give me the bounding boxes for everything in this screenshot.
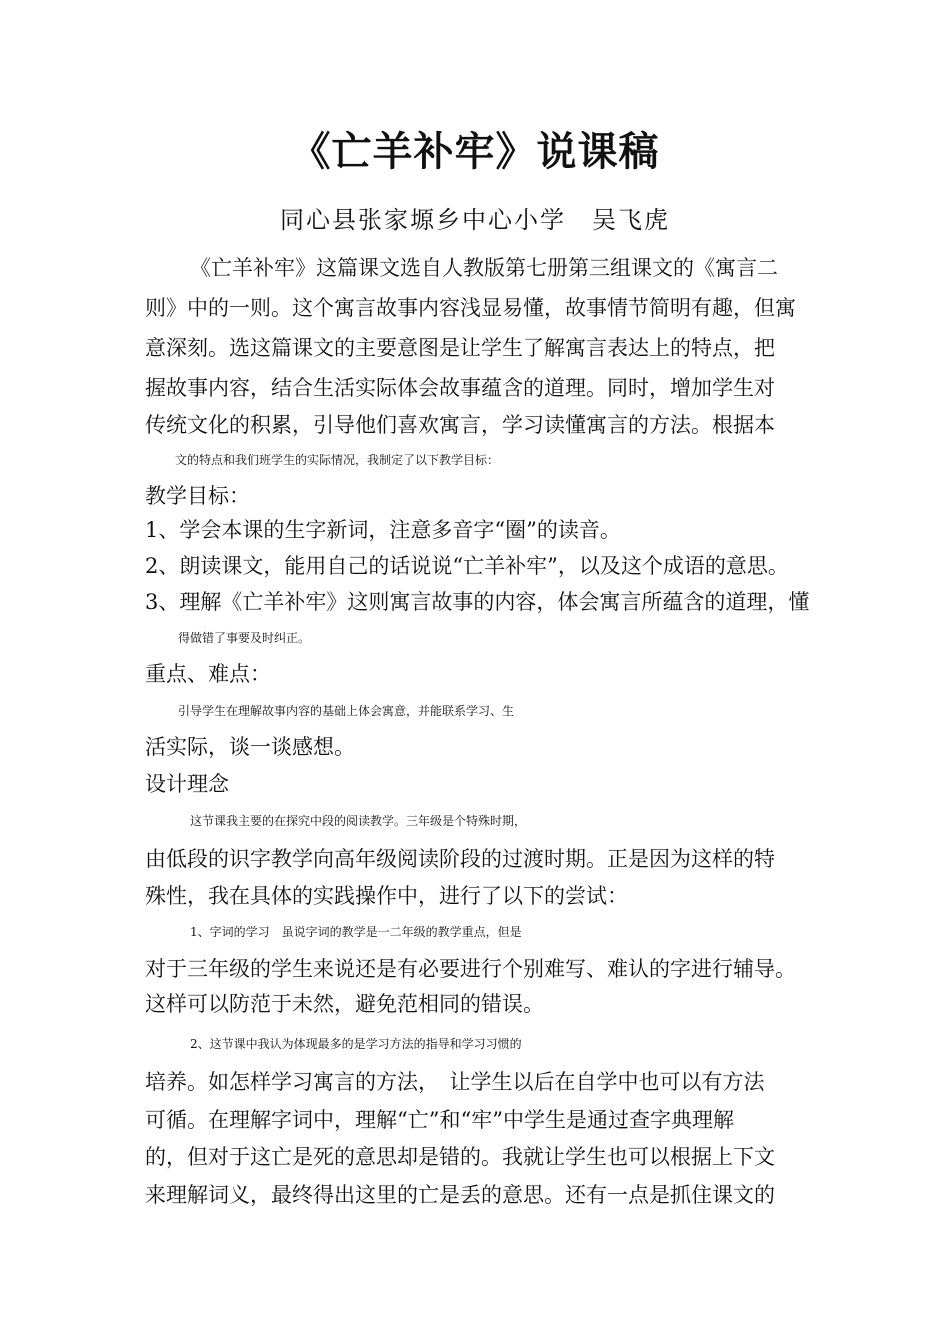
paragraph-line: 对于三年级的学生来说还是有必要进行个别难写、难认的字进行辅导。 bbox=[145, 957, 796, 981]
paragraph-line: 这节课我主要的在探究中段的阅读教学。三年级是个特殊时期， bbox=[190, 814, 527, 828]
paragraph-line: 来理解词义，最终得出这里的亡是丢的意思。还有一点是抓住课文的 bbox=[145, 1183, 775, 1207]
list-item: 1、学会本课的生字新词，注意多音字“圈”的读音。 bbox=[145, 518, 621, 542]
paragraph-line: 由低段的识字教学向高年级阅读阶段的过渡时期。正是因为这样的特 bbox=[145, 847, 775, 871]
paragraph-line: 传统文化的积累，引导他们喜欢寓言，学习读懂寓言的方法。根据本 bbox=[145, 413, 775, 437]
list-item: 2、朗读课文，能用自己的话说说“亡羊补牢”，以及这个成语的意思。 bbox=[145, 554, 789, 578]
paragraph-line: 握故事内容，结合生活实际体会故事蕴含的道理。同时，增加学生对 bbox=[145, 376, 775, 400]
paragraph-line: 殊性，我在具体的实践操作中，进行了以下的尝试： bbox=[145, 884, 628, 908]
paragraph-line: 引导学生在理解故事内容的基础上体会寓意，并能联系学习、生 bbox=[178, 704, 515, 718]
author-line: 同心县张家塬乡中心小学 吴飞虎 bbox=[280, 206, 670, 234]
paragraph-line: 的，但对于这亡是死的意思却是错的。我就让学生也可以根据上下文 bbox=[145, 1145, 775, 1169]
paragraph-line: 活实际，谈一谈感想。 bbox=[145, 735, 355, 759]
paragraph-line: 2、这节课中我认为体现最多的是学习方法的指导和学习习惯的 bbox=[190, 1037, 522, 1051]
paragraph-line: 可循。在理解字词中，理解“亡”和“牢”中学生是通过查字典理解 bbox=[145, 1108, 734, 1132]
paragraph-line: 这样可以防范于未然，避免范相同的错误。 bbox=[145, 992, 544, 1016]
paragraph-line: 1、字词的学习 虽说字词的教学是一二年级的教学重点，但是 bbox=[190, 925, 522, 939]
section-heading: 设计理念 bbox=[145, 772, 229, 796]
document-title: 《亡羊补牢》说课稿 bbox=[290, 128, 660, 175]
list-item: 3、理解《亡羊补牢》这则寓言故事的内容，体会寓言所蕴含的道理，懂 bbox=[145, 590, 810, 614]
paragraph-line: 文的特点和我们班学生的实际情况，我制定了以下教学目标： bbox=[175, 453, 500, 467]
paragraph-line: 培养。如怎样学习寓言的方法， 让学生以后在自学中也可以有方法 bbox=[145, 1070, 765, 1094]
paragraph-line: 则》中的一则。这个寓言故事内容浅显易懂，故事情节简明有趣，但寓 bbox=[145, 296, 796, 320]
section-heading: 重点、难点： bbox=[145, 662, 271, 686]
section-heading: 教学目标： bbox=[145, 484, 250, 508]
list-item-continuation: 得做错了事要及时纠正。 bbox=[178, 631, 311, 645]
paragraph-line: 《亡羊补牢》这篇课文选自人教版第七册第三组课文的《寓言二 bbox=[190, 256, 778, 280]
paragraph-line: 意深刻。选这篇课文的主要意图是让学生了解寓言表达上的特点，把 bbox=[145, 336, 775, 360]
